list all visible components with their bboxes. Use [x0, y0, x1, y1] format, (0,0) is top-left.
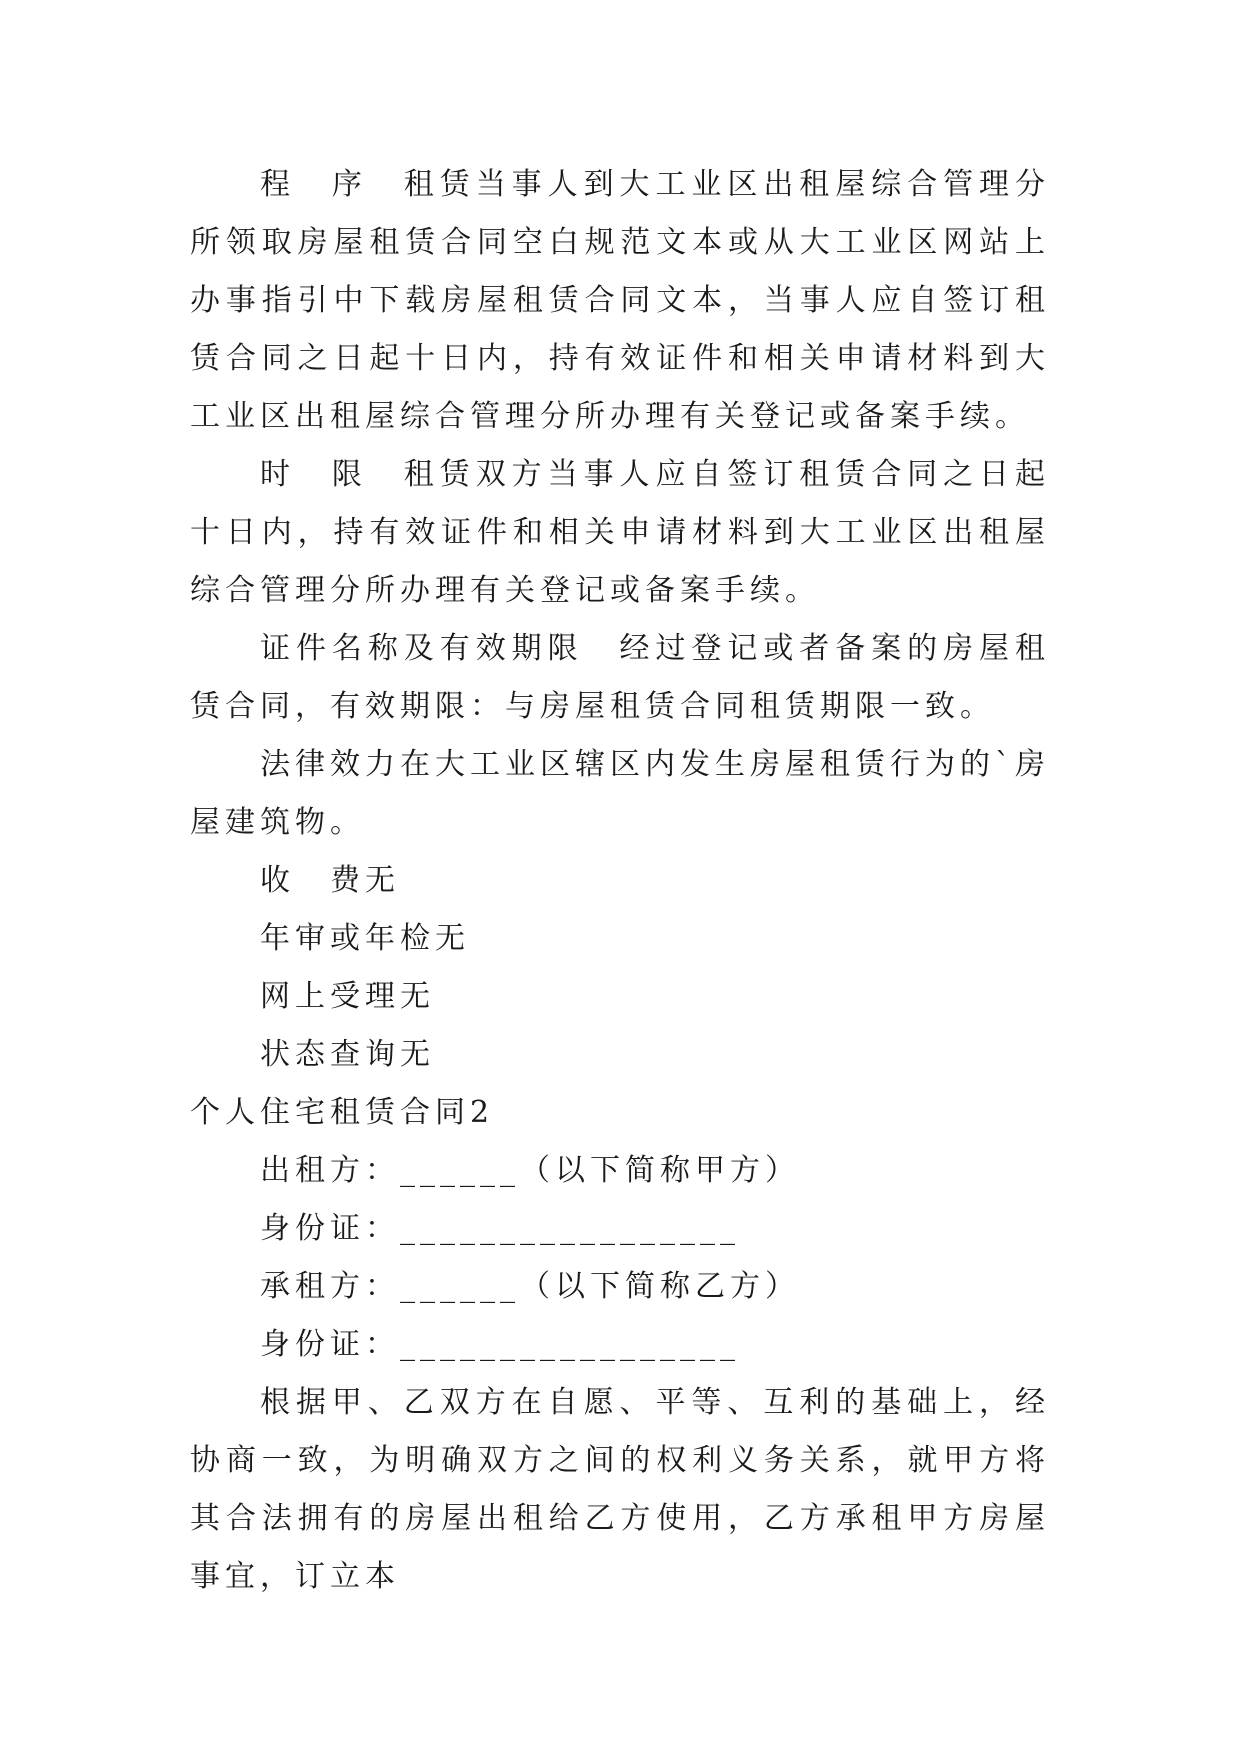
- document-body: [190, 156, 1050, 1606]
- field-lessor-id: 身份证：_________________: [260, 1211, 740, 1246]
- paragraph-certificate-validity: 证件名称及有效期限 经过登记或者备案的房屋租赁合同，有效期限：与房屋租赁合同租赁期限一致。: [190, 631, 1050, 724]
- paragraph-agreement-intro: 根据甲、乙双方在自愿、平等、互利的基础上，经协商一致，为明确双方之间的权利义务关系，就甲方将其合法拥有的房屋出租给乙方使用，乙方承租甲方房屋事宜，订立本: [190, 1385, 1050, 1594]
- paragraph-online-acceptance: 网上受理无: [260, 979, 435, 1014]
- field-lessee-id: 身份证：_________________: [260, 1327, 740, 1362]
- paragraph-fee: 收 费无: [260, 863, 400, 898]
- field-lessee: 承租方：______（以下简称乙方）: [260, 1269, 800, 1304]
- paragraph-time-limit: 时 限 租赁双方当事人应自签订租赁合同之日起十日内，持有效证件和相关申请材料到大工业区出租屋综合管理分所办理有关登记或备案手续。: [190, 457, 1050, 608]
- field-lessor: 出租方：______（以下简称甲方）: [260, 1153, 800, 1188]
- paragraph-annual-review: 年审或年检无: [260, 921, 470, 956]
- paragraph-legal-effect: 法律效力在大工业区辖区内发生房屋租赁行为的`房屋建筑物。: [190, 747, 1050, 840]
- paragraph-procedure: 程 序 租赁当事人到大工业区出租屋综合管理分所领取房屋租赁合同空白规范文本或从大工业区网站上办事指引中下载房屋租赁合同文本，当事人应自签订租赁合同之日起十日内，持有效证件和相关申请材料到大工业区出租屋综合管理分所办理有关登记或备案手续。: [190, 167, 1050, 434]
- paragraph-status-query: 状态查询无: [260, 1037, 435, 1072]
- section-title: 个人住宅租赁合同2: [190, 1095, 495, 1130]
